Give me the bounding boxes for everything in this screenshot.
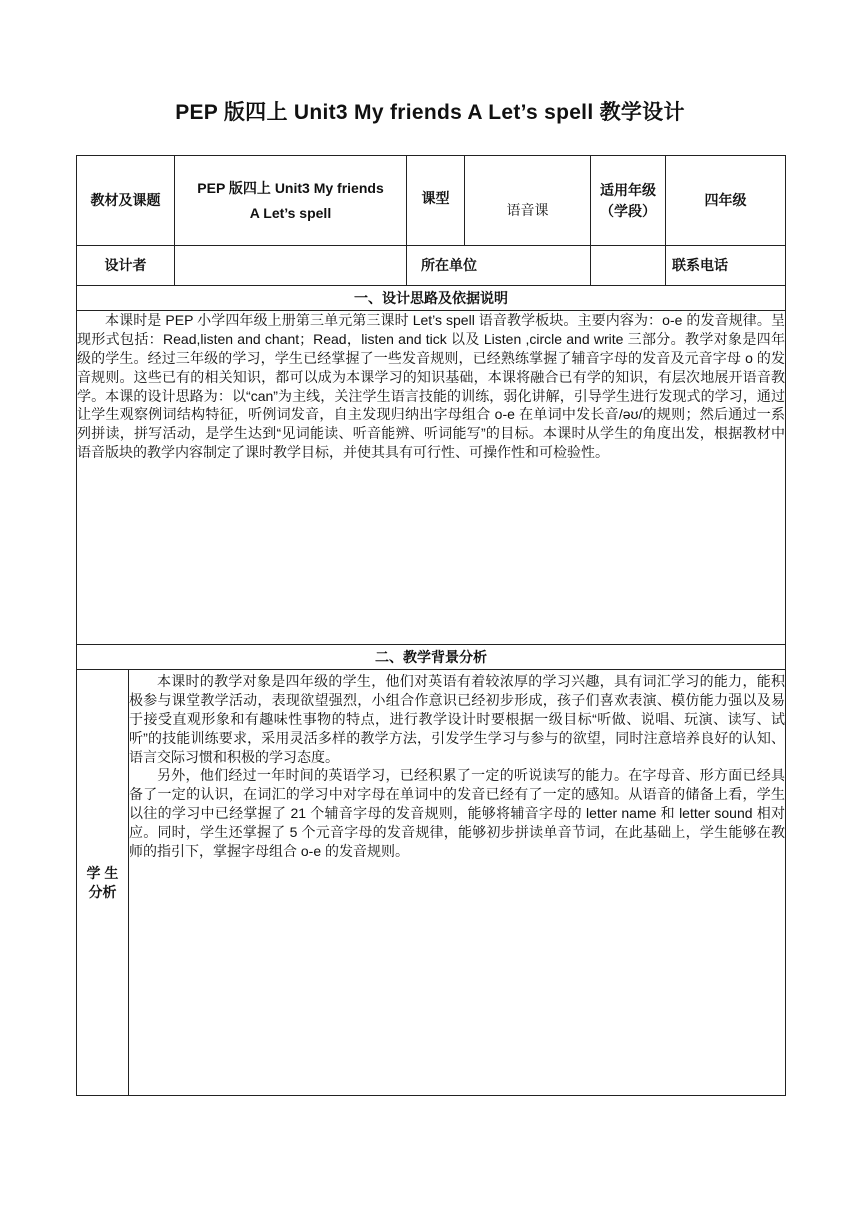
designer-label: 设计者 [77,246,175,286]
phone-label: 联系电话 [672,257,729,274]
material-value [175,156,407,246]
section1-body [77,311,786,645]
designer-value [175,246,407,286]
unit-value [591,246,666,286]
phone-cell [666,246,786,286]
student-analysis-paragraph-1: 本课时的教学对象是四年级的学生，他们对英语有着较浓厚的学习兴趣，具有词汇学习的能力，能积极参与课堂教学活动，表现欲望强烈，小组合作意识已经初步形成，孩子们喜欢表演、模仿能力强以及易于接受直观形象和有趣味性事物的特点，进行教学设计时要根据一级目标“听做、说唱、玩演、读写、试听”的技能训练要求，采用灵活多样的教学方法，引发学生学习与参与的欲望，同时注意培养良好的认知、语言交际习惯和积极的学习态度。 [129,673,786,765]
material-value-line2: A Let’s spell [249,204,332,221]
student-analysis-paragraph-2: 另外，他们经过一年时间的英语学习，已经积累了一定的听说读写的能力。在字母音、形方面已经具备了一定的认识，在词汇的学习中对字母在单词中的发音已经有了一定的感知。从语音的储备上看，学生以往的学习中已经掌握了 21 个辅音字母的发音规则，能够将辅音字母的 letter name 和 letter sound 相对应。同时，学生还掌握了 5 个元音字母的发音规律，能够初步拼读单音节词，在此基础上，学生能够在教师的指引下，掌握字母组合 o-e 的发音规则。 [129,767,786,860]
grade-label-line1: 适用年级 [600,181,657,198]
student-analysis-row [77,670,786,1096]
student-label-line1: 学 生 [86,864,119,881]
section2-heading: 二、教学背景分析 [77,645,786,670]
material-value-line1: PEP 版四上 Unit3 My friends [197,179,384,196]
unit-label: 所在单位 [407,246,591,286]
student-analysis-body [129,670,786,1096]
type-label: 课型 [407,156,465,246]
section1-heading-row [77,286,786,311]
type-value: 语音课 [465,156,591,246]
grade-label-line2: （学段） [600,202,657,219]
lesson-plan-table [76,155,786,1096]
designer-row [77,246,786,286]
section1-paragraph: 本课时是 PEP 小学四年级上册第三单元第三课时 Let’s spell 语音教学板块。主要内容为：o-e 的发音规律。呈现形式包括：Read,listen and chant；Read，listen and tick 以及 Listen ,circle and write 三部分。教学对象是四年级的学生。经过三年级的学习，学生已经掌握了一些发音规则，已经熟练掌握了辅音字母的发音及元音字母 o 的发音规则。这些已有的相关知识，都可以成为本课学习的知识基础，本课将融合已有学的知识，有层次地展开语音教学。本课的设计思路为：以“can”为主线，关注学生语言技能的训练，弱化讲解，引导学生进行发现式的学习，通过让学生观察例词结构特征，听例词发音，自主发现归纳出字母组合 o-e 在单词中发长音/əʊ/的规则；然后通过一系列拼读，拼写活动，是学生达到“见词能读、听音能辨、听词能写”的目标。本课时从学生的角度出发，根据教材中语音版块的教学内容制定了课时教学目标，并使其具有可行性、可操作性和可检验性。 [77,312,786,461]
info-row [77,156,786,246]
student-analysis-label [77,670,129,1096]
grade-label [591,156,666,246]
section1-body-row [77,311,786,645]
student-label-line2: 分析 [88,883,117,900]
page-title: PEP 版四上 Unit3 My friends A Let’s spell 教学设计 [175,101,685,124]
section2-heading-row [77,645,786,670]
material-label: 教材及课题 [77,156,175,246]
grade-value: 四年级 [666,156,786,246]
section1-heading: 一、设计思路及依据说明 [77,286,786,311]
